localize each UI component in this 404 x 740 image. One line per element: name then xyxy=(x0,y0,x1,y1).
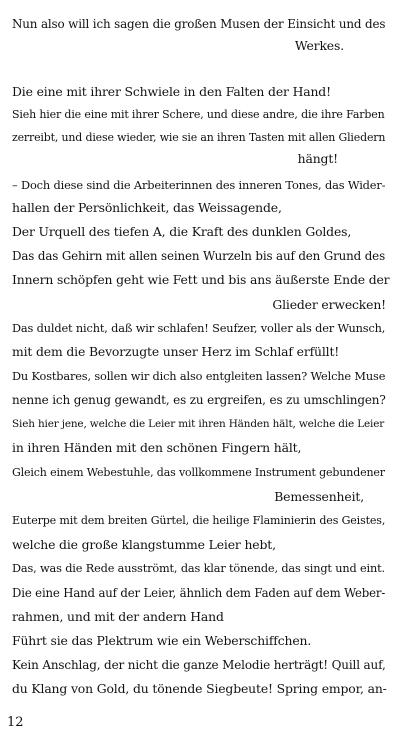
text-line: nenne ich genug gewandt, es zu ergreifen, es zu umschlingen? xyxy=(12,393,386,407)
text-line: welche die große klangstumme Leier hebt, xyxy=(12,537,276,552)
text-line: Das duldet nicht, daß wir schlafen! Seufzer, voller als der Wunsch, xyxy=(12,321,386,335)
text-line: Führt sie das Plektrum wie ein Weberschiffchen. xyxy=(12,633,312,648)
text-line: Die eine Hand auf der Leier, ähnlich dem Faden auf dem Weber- xyxy=(12,586,386,600)
text-line: Gleich einem Webestuhle, das vollkommene Instrument gebundener xyxy=(12,466,385,479)
text-line: Glieder erwecken! xyxy=(272,297,386,312)
text-line: Sieh hier die eine mit ihrer Schere, und diese andre, die ihre Farben xyxy=(12,108,385,121)
text-line: Die eine mit ihrer Schwiele in den Falten der Hand! xyxy=(12,84,331,99)
text-line: mit dem die Bevorzugte unser Herz im Schlaf erfüllt! xyxy=(12,344,340,359)
text-line: Bemessenheit, xyxy=(274,489,364,504)
text-line: in ihren Händen mit den schönen Fingern hält, xyxy=(12,440,302,455)
text-line: Du Kostbares, sollen wir dich also entgleiten lassen? Welche Muse xyxy=(12,369,386,383)
text-line: Sieh hier jene, welche die Leier mit ihren Händen hält, welche die Leier xyxy=(12,418,385,430)
text-line: Der Urquell des tiefen A, die Kraft des dunklen Goldes, xyxy=(12,224,352,239)
text-line: Das das Gehirn mit allen seinen Wurzeln bis auf den Grund des xyxy=(12,249,386,263)
text-line: Euterpe mit dem breiten Gürtel, die heilige Flaminierin des Geistes, xyxy=(12,514,386,527)
text-line: zerreibt, und diese wieder, wie sie an ihren Tasten mit allen Gliedern xyxy=(12,131,386,144)
text-line: hallen der Persönlichkeit, das Weissagende, xyxy=(12,200,282,215)
text-line: Werkes. xyxy=(294,38,344,53)
text-line: Kein Anschlag, der nicht die ganze Melodie herträgt! Quill auf, xyxy=(12,658,386,672)
text-line: Das, was die Rede ausströmt, das klar tönende, das singt und eint. xyxy=(12,562,385,575)
text-line: – Doch diese sind die Arbeiterinnen des inneren Tones, das Wider- xyxy=(12,178,386,192)
page-number: 12 xyxy=(7,715,24,730)
text-line: Innern schöpfen geht wie Fett und bis ans äußerste Ende der xyxy=(12,272,390,287)
text-line: Nun also will ich sagen die großen Musen der Einsicht und des xyxy=(12,17,386,31)
text-line: hängt! xyxy=(297,151,338,166)
text-line: du Klang von Gold, du tönende Siegbeute! Spring empor, an- xyxy=(12,681,387,696)
text-line: rahmen, und mit der andern Hand xyxy=(12,609,224,624)
